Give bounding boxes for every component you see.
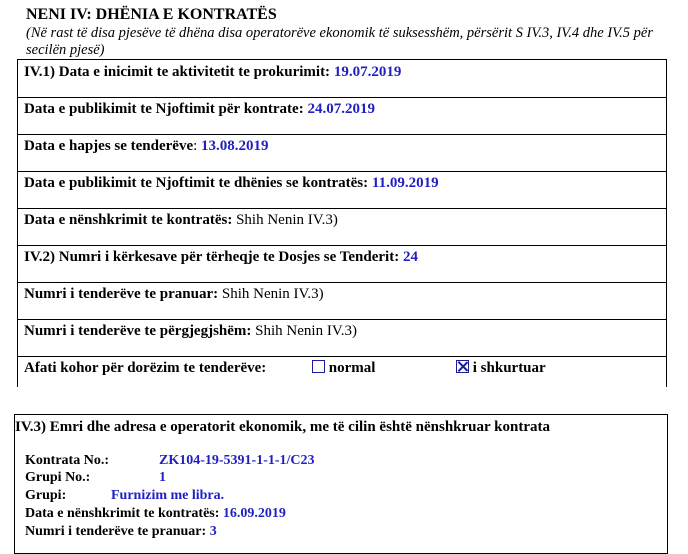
row-label: IV.2) Numri i kërkesave për tërheqje te Dosjes se Tenderit: xyxy=(24,249,400,265)
option-normal[interactable] xyxy=(312,360,375,377)
option-normal-label: normal xyxy=(328,360,376,376)
row-tender-opening-date xyxy=(17,135,667,172)
row-value: Shih Nenin IV.3) xyxy=(221,286,324,302)
group-no-label: Grupi No.: xyxy=(25,470,91,485)
section-note: (Në rast të disa pjesëve të dhëna disa operatorëve ekonomik të suksesshëm, përsërit S IV.3, IV.4 dhe IV.5 për secilën pjesë) xyxy=(26,25,653,58)
option-short-label: i shkurtuar xyxy=(472,360,546,376)
checkbox-normal[interactable] xyxy=(312,360,325,373)
row-label: Numri i tenderëve te përgjegjshëm: xyxy=(24,323,252,339)
group-no-value: 1 xyxy=(159,470,166,485)
section-heading: NENI IV: DHËNIA E KONTRATËS xyxy=(26,6,277,23)
tenders-row xyxy=(25,524,217,540)
group-value: Furnizim me libra. xyxy=(111,488,225,503)
row-value: 13.08.2019 xyxy=(201,138,269,154)
row-value: Shih Nenin IV.3) xyxy=(236,212,338,228)
row-signing-date xyxy=(17,209,667,246)
row-value: 24.07.2019 xyxy=(307,101,375,117)
sign-date-row xyxy=(25,506,286,522)
row-value: Shih Nenin IV.3) xyxy=(255,323,357,339)
row-label: Data e publikimit te Njoftimit për kontrate: xyxy=(24,101,304,117)
checkbox-short-checked[interactable] xyxy=(456,360,469,373)
tenders-value: 3 xyxy=(209,524,217,539)
row-label: IV.1) Data e inicimit te aktivitetit te prokurimit: xyxy=(24,64,331,80)
option-short[interactable] xyxy=(456,360,546,377)
sign-date-label: Data e nënshkrimit te kontratës: xyxy=(25,506,220,521)
row-value: 11.09.2019 xyxy=(371,175,439,191)
row-award-notice-date xyxy=(17,172,667,209)
row-value: 19.07.2019 xyxy=(333,64,402,80)
row-separator: : xyxy=(193,138,198,154)
row-tenders-received xyxy=(17,283,667,320)
tenders-label: Numri i tenderëve te pranuar: xyxy=(25,524,207,539)
row-label: Data e nënshkrimit te kontratës: xyxy=(24,212,233,228)
row-label: Numri i tenderëve te pranuar: xyxy=(24,286,219,302)
contract-no-value: ZK104-19-5391-1-1-1/C23 xyxy=(159,453,315,468)
row-label: Data e hapjes se tenderëve xyxy=(24,138,194,154)
deadline-label: Afati kohor për dorëzim te tenderëve: xyxy=(24,360,267,376)
economic-operator-section xyxy=(14,414,668,554)
sign-date-value: 16.09.2019 xyxy=(222,506,286,521)
procurement-dates-table xyxy=(17,59,667,387)
operator-section-title: IV.3) Emri dhe adresa e operatorit ekonomik, me të cilin është nënshkruar kontrata xyxy=(15,419,550,435)
row-value: 24 xyxy=(402,249,418,265)
group-label: Grupi: xyxy=(25,488,67,503)
row-deadline xyxy=(17,357,667,387)
row-label: Data e publikimit te Njoftimit te dhënies se kontratës: xyxy=(24,175,369,191)
row-tenders-responsive xyxy=(17,320,667,357)
contract-no-label: Kontrata No.: xyxy=(25,453,109,468)
row-initiation-date xyxy=(17,60,667,98)
row-tender-requests xyxy=(17,246,667,283)
row-contract-notice-date xyxy=(17,98,667,135)
